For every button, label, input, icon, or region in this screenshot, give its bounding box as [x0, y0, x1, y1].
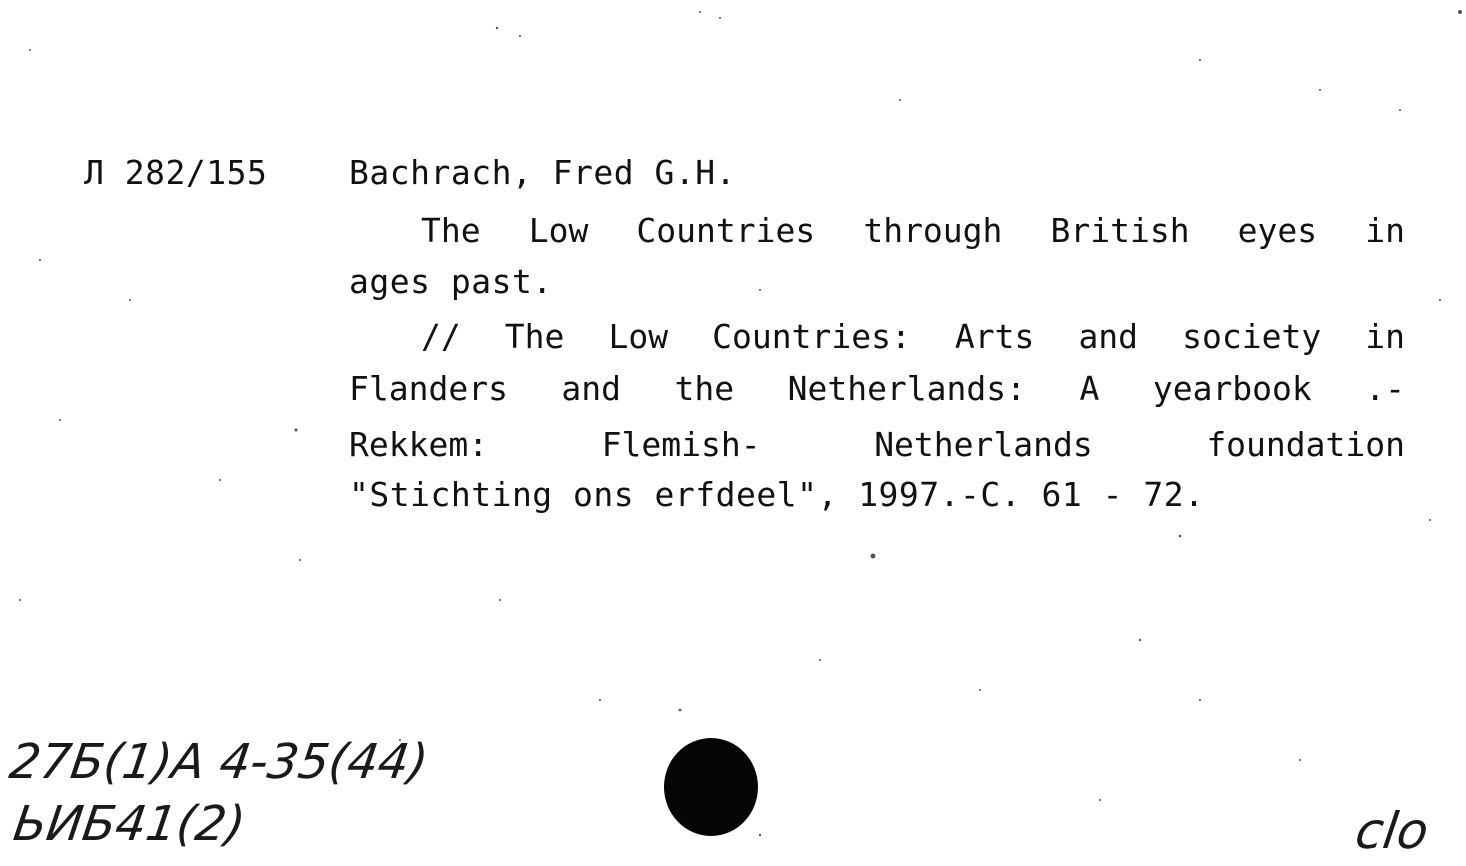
handwritten-classification-2: ЬИБ41(2)	[10, 796, 249, 852]
source-line-1: // The Low Countries: Arts and society in	[421, 317, 1405, 356]
title-line-2: ages past.	[349, 262, 553, 301]
source-line-2: Flanders and the Netherlands: A yearbook .-	[349, 369, 1405, 408]
card-punch-hole	[664, 738, 758, 836]
source-line-4: "Stichting ons erfdeel", 1997.-C. 61 - 72.	[349, 475, 1205, 514]
handwritten-mark: clo	[1351, 802, 1433, 860]
source-line-3: Rekkem: Flemish- Netherlands foundation	[349, 425, 1405, 464]
author-heading: Bachrach, Fred G.H.	[349, 153, 736, 192]
title-line-1: The Low Countries through British eyes in	[421, 211, 1405, 250]
shelfmark: Л 282/155	[84, 153, 268, 192]
handwritten-classification-1: 27Б(1)А 4-35(44)	[6, 734, 432, 790]
